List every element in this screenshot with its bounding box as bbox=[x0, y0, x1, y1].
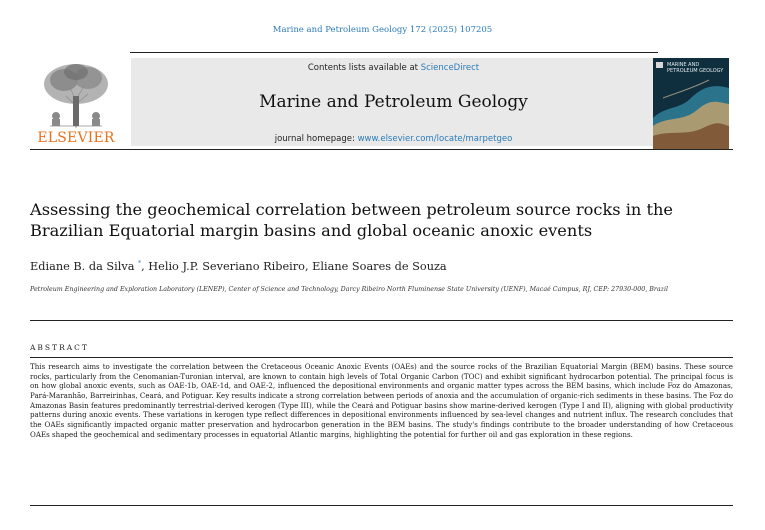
author-name[interactable]: Helio J.P. Severiano Ribeiro bbox=[148, 260, 305, 273]
journal-cover-image[interactable] bbox=[653, 58, 729, 150]
header-bottom-rule bbox=[30, 149, 733, 150]
journal-homepage-line bbox=[131, 134, 656, 144]
cover-artwork-icon bbox=[653, 58, 729, 150]
journal-info-box bbox=[131, 58, 656, 146]
section-rule bbox=[30, 320, 733, 321]
author-affiliation: Petroleum Engineering and Exploration Laboratory (LENEP), Center of Science and Technology, Darcy Ribeiro North Fluminense State University (UENF), Macaé Campus, RJ, CEP: 27930-000, Brazil bbox=[30, 286, 669, 293]
elsevier-logo[interactable] bbox=[30, 58, 122, 144]
author-separator: , bbox=[141, 260, 149, 273]
journal-reference-link[interactable] bbox=[0, 25, 765, 35]
contents-prefix: Contents lists available at bbox=[307, 63, 421, 73]
corresponding-author-mark[interactable]: * bbox=[138, 260, 142, 268]
journal-homepage-link[interactable]: www.elsevier.com/locate/marpetgeo bbox=[357, 134, 513, 144]
author-name[interactable]: Ediane B. da Silva bbox=[30, 260, 135, 273]
abstract-heading: ABSTRACT bbox=[30, 343, 89, 352]
elsevier-wordmark: ELSEVIER bbox=[37, 130, 115, 146]
author-separator: , bbox=[304, 260, 313, 273]
cover-title: MARINE AND PETROLEUM GEOLOGY bbox=[667, 62, 724, 74]
article-title: Assessing the geochemical correlation between petroleum source rocks in the Brazilian Equatorial margin basins and global oceanic anoxic events bbox=[30, 200, 674, 240]
abstract-body: This research aims to investigate the correlation between the Cretaceous Oceanic Anoxic Events (OAEs) and the source rocks of the Brazilian Equatorial Margin (BEM) basins. These source rocks, particularly from the Cenomanian-Turonian interval, are known to contain high levels of Total Organic Carbon (TOC) and exhibit significant hydrocarbon potential. The principal focus is on how global anoxic events, such as OAE-1b, OAE-1d, and OAE-2, influenced the depositional environments and organic matter types across the BEM basins, which include Foz do Amazonas, Pará-Maranhão, Barreirinhas, Ceará, and Potiguar. Key results indicate a strong correlation between periods of anoxia and the accumulation of organic-rich sediments in these basins. The Foz do Amazonas Basin features predominantly terrestrial-derived kerogen (Type III), while the Ceará and Potiguar basins show marine-derived kerogen (Type I and II), aligning with global productivity patterns during anoxic events. These variations in kerogen type reflect differences in depositional environments influenced by sea-level changes and nutrient influx. The research concludes that the OAEs significantly impacted organic matter preservation and hydrocarbon generation in the BEM basins. The study's findings contribute to the broader understanding of how Cretaceous OAEs shaped the geochemical and sedimentary processes in equatorial Atlantic margins, highlighting the potential for further oil and gas exploration in these regions. bbox=[30, 362, 733, 439]
sciencedirect-link[interactable]: ScienceDirect bbox=[420, 63, 480, 73]
author-list bbox=[30, 260, 730, 273]
journal-title: Marine and Petroleum Geology bbox=[259, 92, 528, 112]
contents-available-line bbox=[131, 63, 656, 73]
author-name[interactable]: Eliane Soares de Souza bbox=[312, 260, 447, 273]
section-rule bbox=[30, 357, 733, 358]
journal-header bbox=[30, 52, 733, 150]
elsevier-tree-icon bbox=[30, 58, 122, 130]
header-top-rule bbox=[130, 52, 658, 53]
section-rule bbox=[30, 505, 733, 506]
homepage-prefix: journal homepage: bbox=[274, 134, 358, 144]
journal-reference-text[interactable]: Marine and Petroleum Geology 172 (2025) 107205 bbox=[272, 25, 493, 35]
